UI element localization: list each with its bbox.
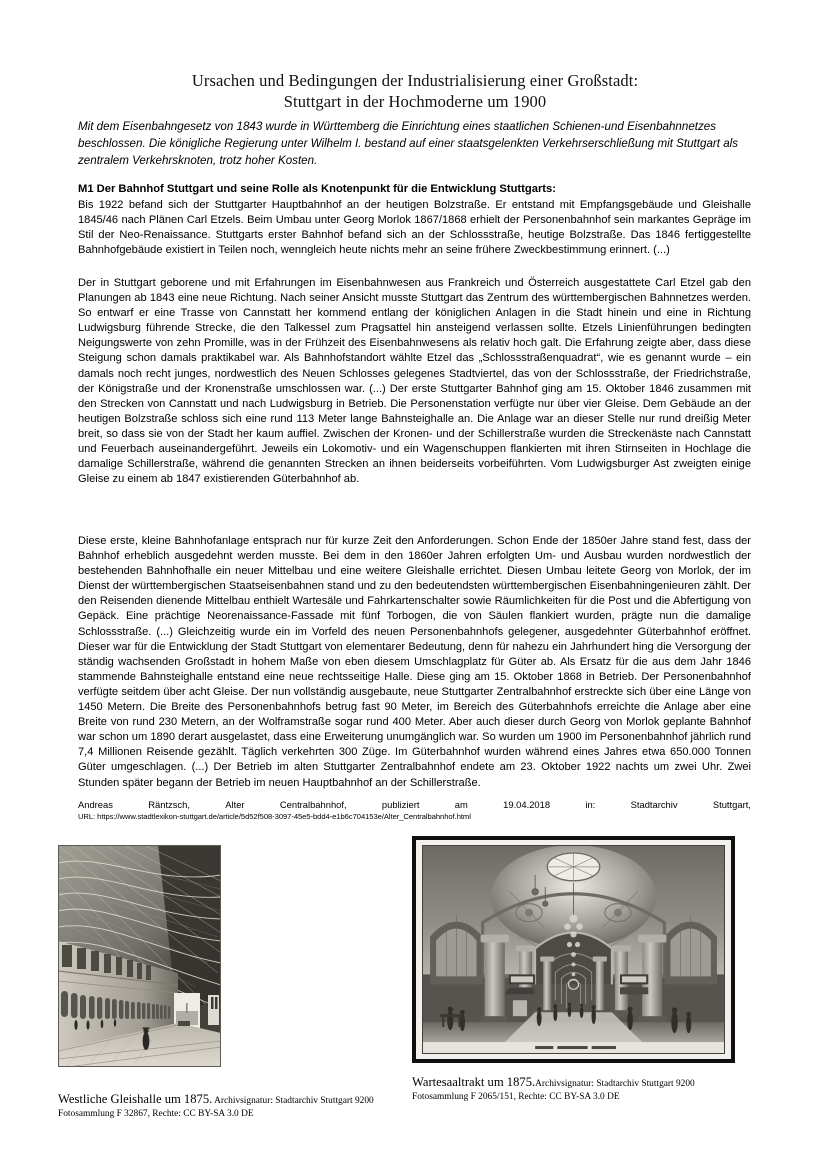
caption-wartesaaltrakt <box>412 1073 747 1105</box>
source-segment: Centralbahnhof, <box>279 799 347 810</box>
photo-matte <box>416 840 731 1059</box>
document-title-block <box>70 70 760 112</box>
source-segment: am <box>454 799 468 810</box>
historic-photo-train-shed <box>58 845 221 1067</box>
source-segment: Alter <box>225 799 245 810</box>
material-heading: M1 Der Bahnhof Stuttgart und seine Rolle als Knotenpunkt für die Entwicklung Stuttgarts: <box>78 183 556 195</box>
body-paragraph-3: Diese erste, kleine Bahnhofanlage entsprach nur für kurze Zeit den Anforderungen. Schon Ende der 1850er Jahre stand fest, dass der Bahnhof erheblich ausgedehnt werden musste. Bei dem in den 1860er Jahren erfolgten Um- und Ausbau wurden nordwestlich der bestehenden Bahnhofhalle ein neuer Mittelbau und eine weitere Gleishalle errichtet. Diesen Umbau leitete Georg von Morlok, der im Dienst der württembergischen Staatseisenbahnen stand und zu den bedeutendsten württembergischen Eisenbahningenieuren zählt. Der den Reisenden dienende Mittelbau enthielt Wartesäle und Fahrkartenschalter sowie Räumlichkeiten für die Post und die Abfertigung von Gepäck. Eine prächtige Neorenaissance-Fassade mit fünf Torbogen, die von Säulen flankiert wurden, prägte nun die damalige Schlossstraße. (...) Gleichzeitig wurde ein im Vorfeld des neuen Personenbahnhofs gelegener, ausgedehnter Güterbahnhof eröffnet. Dieser war für die Entwicklung der Stadt Stuttgart von elementarer Bedeutung, denn für nahezu ein Jahrhundert hing die Versorgung der ständig wachsenden Großstadt in hohem Maße von eben diesem Umschlagplatz für Güter ab. Als Ersatz für die aus dem Jahr 1846 stammende Bahnsteighalle entstand eine neue rechtsseitige Halle. Diese ging am 15. Oktober 1868 in Betrieb. Der Personenbahnhof verfügte seitdem über acht Gleise. Der nun vollständig ausgebaute, neue Stuttgarter Zentralbahnhof erstreckte sich über eine Länge von 1450 Metern. Die Breite des Personenbahnhofs betrug fast 90 Meter, im Bereich des Güterbahnhofs erreichte die Anlage aber eine Breite von rund 230 Metern, an der Wolframstraße sogar rund 400 Meter. Aber auch dieser durch Georg von Morlok geplante Bahnhof war schon um 1890 derart ausgelastet, dass eine Erweiterung unumgänglich war. So wurden um 1900 im Personenbahnhof jährlich rund 7,4 Millionen Reisende gezählt. Täglich verkehrten 300 Züge. Im Güterbahnhof wurden während eines Jahres etwa 650.000 Tonnen Güter umgeschlagen. (...) Der Betrieb im alten Stuttgarter Zentralbahnhof endete am 23. Oktober 1922 nachts um zwei Uhr. Zwei Stunden später begann der Betrieb im neuen Hauptbahnhof an der Schillerstraße. <box>78 535 751 789</box>
source-url: URL: https://www.stadtlexikon-stuttgart.de/article/5d52f508-3097-45e5-bdd4-e1b6c704153e/Alter_Centralbahnhof.html <box>78 812 471 821</box>
lead-paragraph: Mit dem Eisenbahngesetz von 1843 wurde in Württemberg die Einrichtung eines staatlichen Schienen-und Eisenbahnnetzes beschlossen. Die königliche Regierung unter Wilhelm I. bestand auf einer staatsgelenkten Verkehrserschließung mit Stuttgart als zentralem Verkehrsknoten, trotz hoher Kosten. <box>78 120 739 168</box>
figure-westliche-gleishalle <box>58 845 221 1067</box>
source-segment: in: <box>585 799 596 810</box>
body-paragraph-2: Der in Stuttgart geborene und mit Erfahrungen im Eisenbahnwesen aus Frankreich und Österreich ausgestattete Carl Etzel gab den Planungen ab 1843 eine neue Richtung. Nach seiner Ansicht musste Stuttgart das Zentrum des württembergischen Bahnnetzes werden. So entwarf er eine Trasse von Cannstatt her kommend entlang der königlichen Anlagen in die Stadt hinein und eine in Richtung Ludwigsburg führende Strecke, die den Talkessel zum Pragsattel hin ansteigend verlassen sollte. Etzels Linienführungen bedingten Neigungswerte von zehn Promille, was in der Frühzeit des Eisenbahnwesens als relativ hoch galt. Die Erfahrung zeigte aber, dass diese Steigung schon damals praktikabel war. Als Bahnhofstandort wählte Etzel das „Schlossstraßenquadrat“, wie es genannt wurde – ein damals noch recht junges, nordwestlich des Neuen Schlosses gelegenes Stadtviertel, das von der Schlossstraße, der Friedrichstraße, der Königstraße und der Kronenstraße umschlossen war. (...) Der erste Stuttgarter Bahnhof ging am 15. Oktober 1846 zusammen mit den Strecken von Cannstatt und nach Ludwigsburg in Betrieb. Die Personenstation verfügte nur über vier Gleise. Dem Gebäude an der heutigen Bolzstraße schloss sich eine rund 113 Meter lange Bahnsteighalle an. Die Anlage war an dieser Stelle nur rund dreißig Meter breit, so dass sie von der Stadt her kaum auffiel. Zwischen der Kronen- und der Schillerstraße wurden die Streckenäste nach Cannstatt und Feuerbach auseinandergeführt. Jeweils ein Lokomotiv- und ein Wagenschuppen flankierten mit ihren Stirnseiten in Hochlage die damalige Schillerstraße, während die genannten Strecken an ihnen beiderseits vorbeiführten. Vom Ludwigsburger Ast zweigten einige Gleise zu einem ab 1847 existierenden Güterbahnhof ab. <box>78 277 751 486</box>
page-title-line-2: Stuttgart in der Hochmoderne um 1900 <box>283 92 547 111</box>
caption-meta: Archivsignatur: Stadtarchiv Stuttgart 9200 <box>535 1079 695 1089</box>
caption-meta: Archivsignatur: Stadtarchiv Stuttgart 9200 <box>212 1096 374 1106</box>
caption-line-2: Fotosammlung F 32867, Rechte: CC BY-SA 3.0 DE <box>58 1109 254 1120</box>
caption-line-2: Fotosammlung F 2065/151, Rechte: CC BY-SA 3.0 DE <box>412 1092 620 1103</box>
figure-wartesaaltrakt <box>412 836 735 1063</box>
body-paragraph-1: Bis 1922 befand sich der Stuttgarter Hauptbahnhof an der heutigen Bolzstraße. Er entstand mit Empfangsgebäude und Gleishalle 1845/46 nach Plänen Carl Etzels. Beim Umbau unter Georg Morlok 1867/1868 erhielt der Personenbahnhof sein markantes Gepräge im Stil der Neo-Renaissance. Stuttgarts erster Bahnhof befand sich an der Schlossstraße, heutige Bolzstraße. Das 1846 fertiggestellte Bahnhofgebäude existiert in Teilen noch, wenngleich heute nichts mehr an seine frühere Zweckbestimmung erinnert. (...) <box>78 199 751 257</box>
caption-line-1 <box>58 1090 388 1108</box>
caption-line-1 <box>412 1073 747 1091</box>
source-segment: 19.04.2018 <box>503 799 551 810</box>
source-segment: Stuttgart, <box>712 799 751 810</box>
source-segment: Räntzsch, <box>148 799 190 810</box>
historic-photo-waiting-hall <box>422 845 725 1054</box>
page-title-line-1: Ursachen und Bedingungen der Industrialisierung einer Großstadt: <box>191 71 639 90</box>
source-citation <box>78 799 751 811</box>
source-segment: Andreas <box>78 799 113 810</box>
caption-westliche-gleishalle <box>58 1090 388 1122</box>
source-segment: Stadtarchiv <box>630 799 678 810</box>
caption-title: Westliche Gleishalle um 1875. <box>58 1092 213 1106</box>
source-segment: publiziert <box>381 799 420 810</box>
caption-title: Wartesaaltrakt um 1875. <box>412 1075 536 1089</box>
